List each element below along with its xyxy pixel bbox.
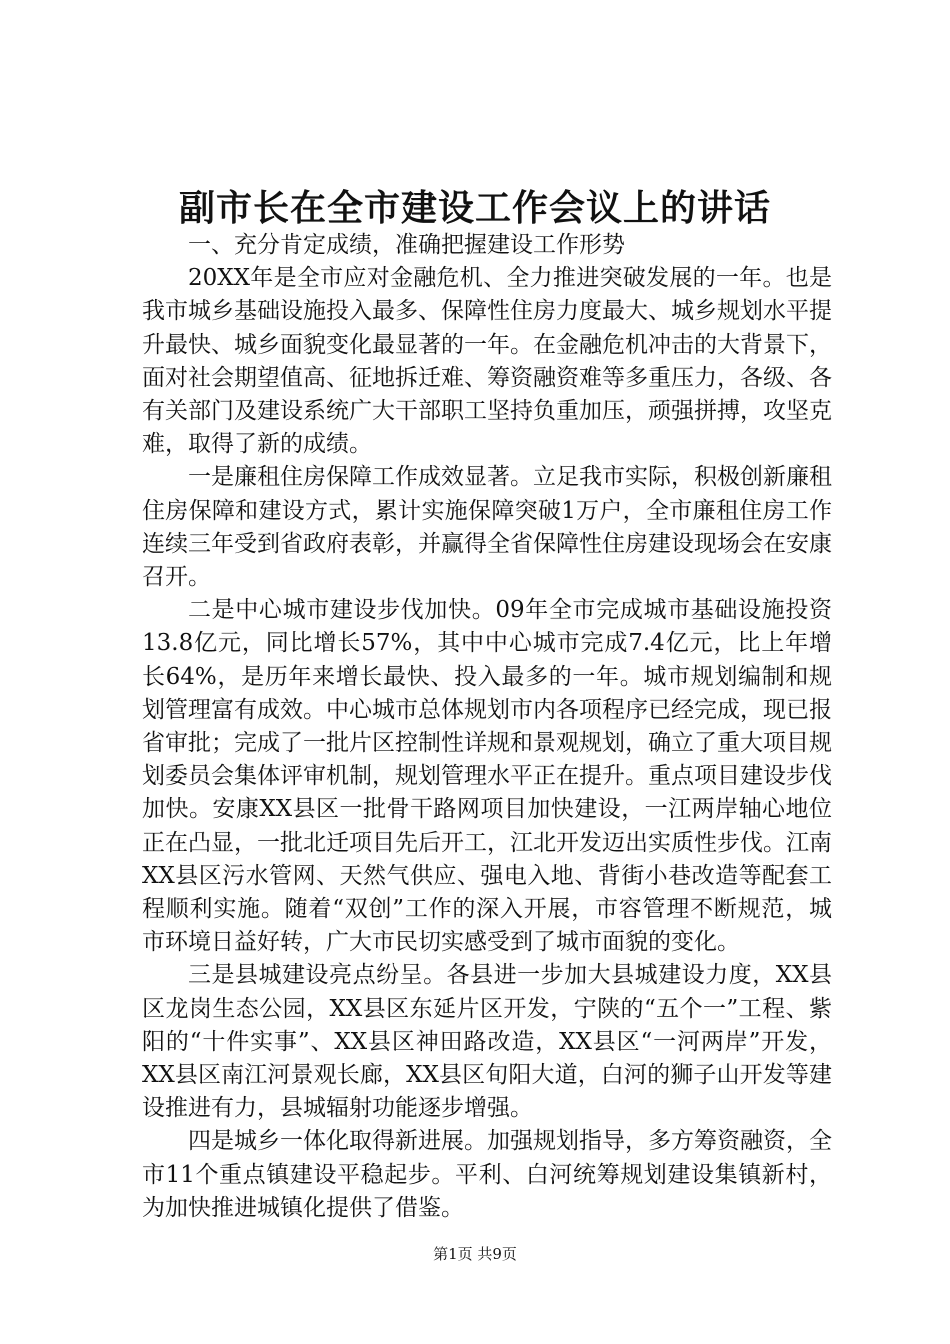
document-body [142, 229, 832, 1225]
paragraph-central-city: 二是中心城市建设步伐加快。09年全市完成城市基础设施投资13.8亿元，同比增长57%，其中中心城市完成7.4亿元，比上年增长64%，是历年来增长最快、投入最多的一年。城市规划编制和规划管理富有成效。中心城市总体规划市内各项程序已经完成，现已报省审批；完成了一批片区控制性详规和景观规划，确立了重大项目规划委员会集体评审机制，规划管理水平正在提升。重点项目建设步伐加快。安康XX县区一批骨干路网项目加快建设，一江两岸轴心地位正在凸显，一批北迁项目先后开工，江北开发迈出实质性步伐。江南XX县区污水管网、天然气供应、强电入地、背街小巷改造等配套工程顺利实施。随着“双创”工作的深入开展，市容管理不断规范，城市环境日益好转，广大市民切实感受到了城市面貌的变化。 [142, 597, 832, 956]
document-title: 副市长在全市建设工作会议上的讲话 [178, 187, 771, 229]
paragraph-housing: 一是廉租住房保障工作成效显著。立足我市实际，积极创新廉租住房保障和建设方式，累计实施保障突破1万户，全市廉租住房工作连续三年受到省政府表彰，并赢得全省保障性住房建设现场会在安康召开。 [142, 464, 832, 591]
paragraph-intro: 20XX年是全市应对金融危机、全力推进突破发展的一年。也是我市城乡基础设施投入最多、保障性住房力度最大、城乡规划水平提升最快、城乡面貌变化最显著的一年。在金融危机冲击的大背景下，面对社会期望值高、征地拆迁难、筹资融资难等多重压力，各级、各有关部门及建设系统广大干部职工坚持负重加压，顽强拼搏，攻坚克难，取得了新的成绩。 [142, 265, 832, 458]
page-number: 第1页 共9页 [433, 1245, 517, 1263]
section-heading: 一、充分肯定成绩，准确把握建设工作形势 [188, 232, 625, 258]
paragraph-urban-rural: 四是城乡一体化取得新进展。加强规划指导，多方筹资融资，全市11个重点镇建设平稳起步。平利、白河统筹规划建设集镇新村，为加快推进城镇化提供了借鉴。 [142, 1128, 832, 1221]
paragraph-county-towns: 三是县城建设亮点纷呈。各县进一步加大县城建设力度，XX县区龙岗生态公园，XX县区东延片区开发，宁陕的“五个一”工程、紫阳的“十件实事”、XX县区神田路改造，XX县区“一河两岸”开发，XX县区南江河景观长廊，XX县区旬阳大道，白河的狮子山开发等建设推进有力，县城辐射功能逐步增强。 [142, 962, 832, 1122]
